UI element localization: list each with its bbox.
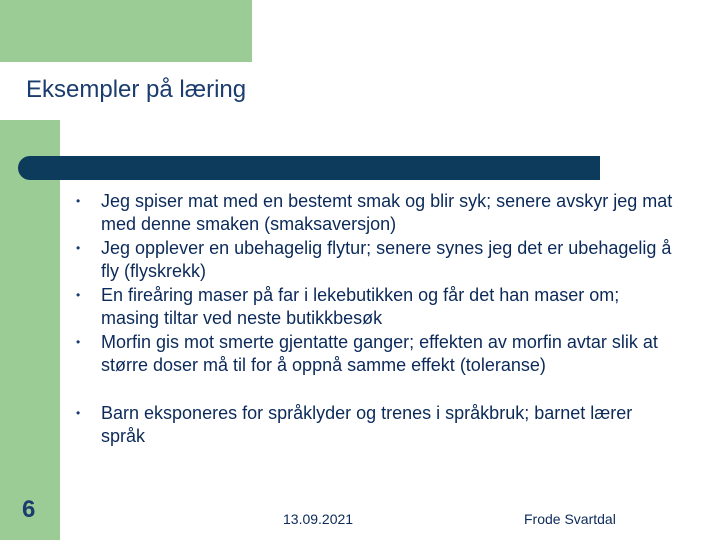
bullet-icon: • (76, 406, 81, 420)
bullet-icon: • (76, 194, 81, 208)
bullet-text: Barn eksponeres for språklyder og trenes i språkbruk; barnet lærer språk (101, 403, 633, 446)
bullet-text: Morfin gis mot smerte gjentatte ganger; effekten av morfin avtar slik at større doser må til for å oppnå samme effekt (toleranse) (101, 332, 658, 375)
slide-title: Eksempler på læring (26, 76, 247, 103)
footer-date: 13.09.2021 (283, 511, 354, 527)
bullet-icon: • (76, 335, 81, 349)
footer-author: Frode Svartdal (524, 511, 616, 527)
bullet-icon: • (76, 288, 81, 302)
bullet-icon: • (76, 241, 81, 255)
bullet-text: Jeg spiser mat med en bestemt smak og blir syk; senere avskyr jeg mat med denne smaken (smaksaversjon) (101, 191, 673, 234)
divider-bar (18, 156, 600, 180)
page-number: 6 (22, 496, 36, 523)
bullet-text: En fireåring maser på far i lekebutikken og får det han maser om; masing tiltar ved neste butikkbesøk (101, 285, 620, 328)
bullet-text: Jeg opplever en ubehagelig flytur; senere synes jeg det er ubehagelig å fly (flyskrekk) (101, 238, 672, 281)
